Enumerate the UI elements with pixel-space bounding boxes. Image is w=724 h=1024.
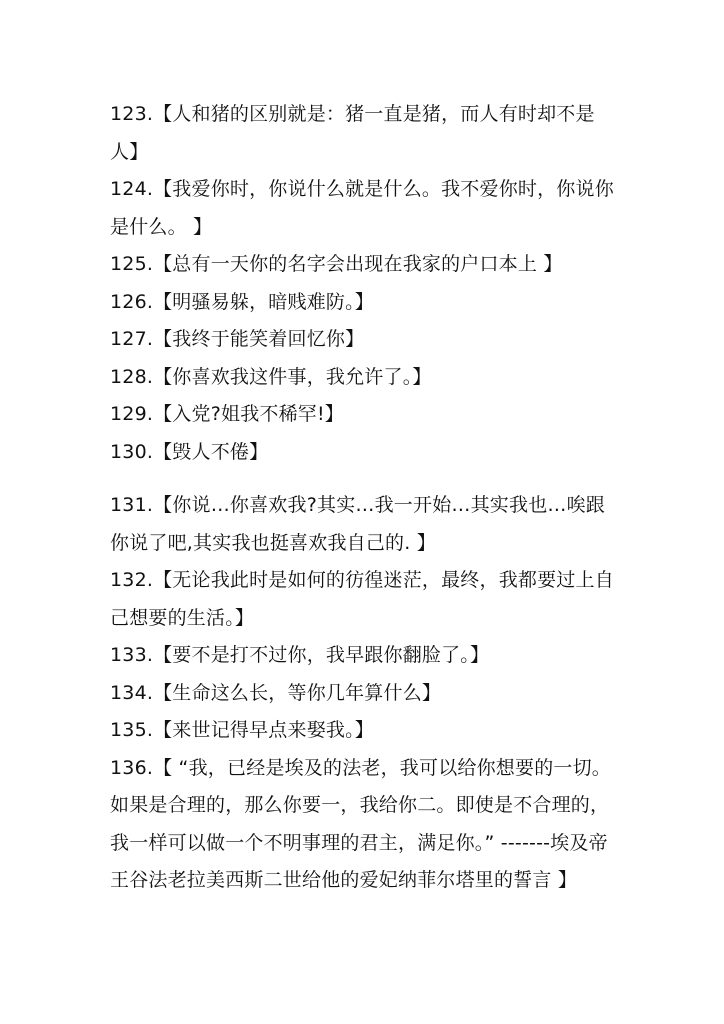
quote-entry-127: 127.【我终于能笑着回忆你】 [110, 328, 365, 350]
quote-entry-129: 129.【入党?姐我不稀罕!】 [110, 403, 345, 425]
quote-entry-136: 136.【 “我，已经是埃及的法老，我可以给你想要的一切。如果是合理的，那么你要一，我给你二。即使是不合理的，我一样可以做一个不明事理的君主，满足你。” -------埃及帝王谷法老拉美西斯二世给他的爱妃纳菲尔塔里的誓言 】 [110, 756, 611, 891]
quote-list [110, 96, 620, 900]
quote-entry-125: 125.【总有一天你的名字会出现在我家的户口本上 】 [110, 253, 563, 275]
quote-entry-131: 131.【你说…你喜欢我?其实…我一开始…其实我也…唉跟你说了吧,其实我也挺喜欢我自己的. 】 [110, 494, 605, 554]
quote-entry-130: 130.【毁人不倦】 [110, 440, 269, 463]
quote-entry-124: 124.【我爱你时，你说什么就是什么。我不爱你时，你说你是什么。 】 [110, 178, 614, 238]
quote-entry-133: 133.【要不是打不过你，我早跟你翻脸了。】 [110, 644, 490, 666]
quote-entry-132: 132.【无论我此时是如何的彷徨迷茫，最终，我都要过上自己想要的生活。】 [110, 569, 614, 629]
quote-entry-123: 123.【人和猪的区别就是：猪一直是猪，而人有时却不是人】 [110, 103, 595, 163]
quote-entry-135: 135.【来世记得早点来娶我。】 [110, 719, 375, 741]
quote-entry-128: 128.【你喜欢我这件事，我允许了。】 [110, 365, 432, 388]
quote-entry-126: 126.【明骚易躲，暗贱难防。】 [110, 290, 375, 313]
quote-entry-134: 134.【生命这么长，等你几年算什么】 [110, 681, 442, 704]
